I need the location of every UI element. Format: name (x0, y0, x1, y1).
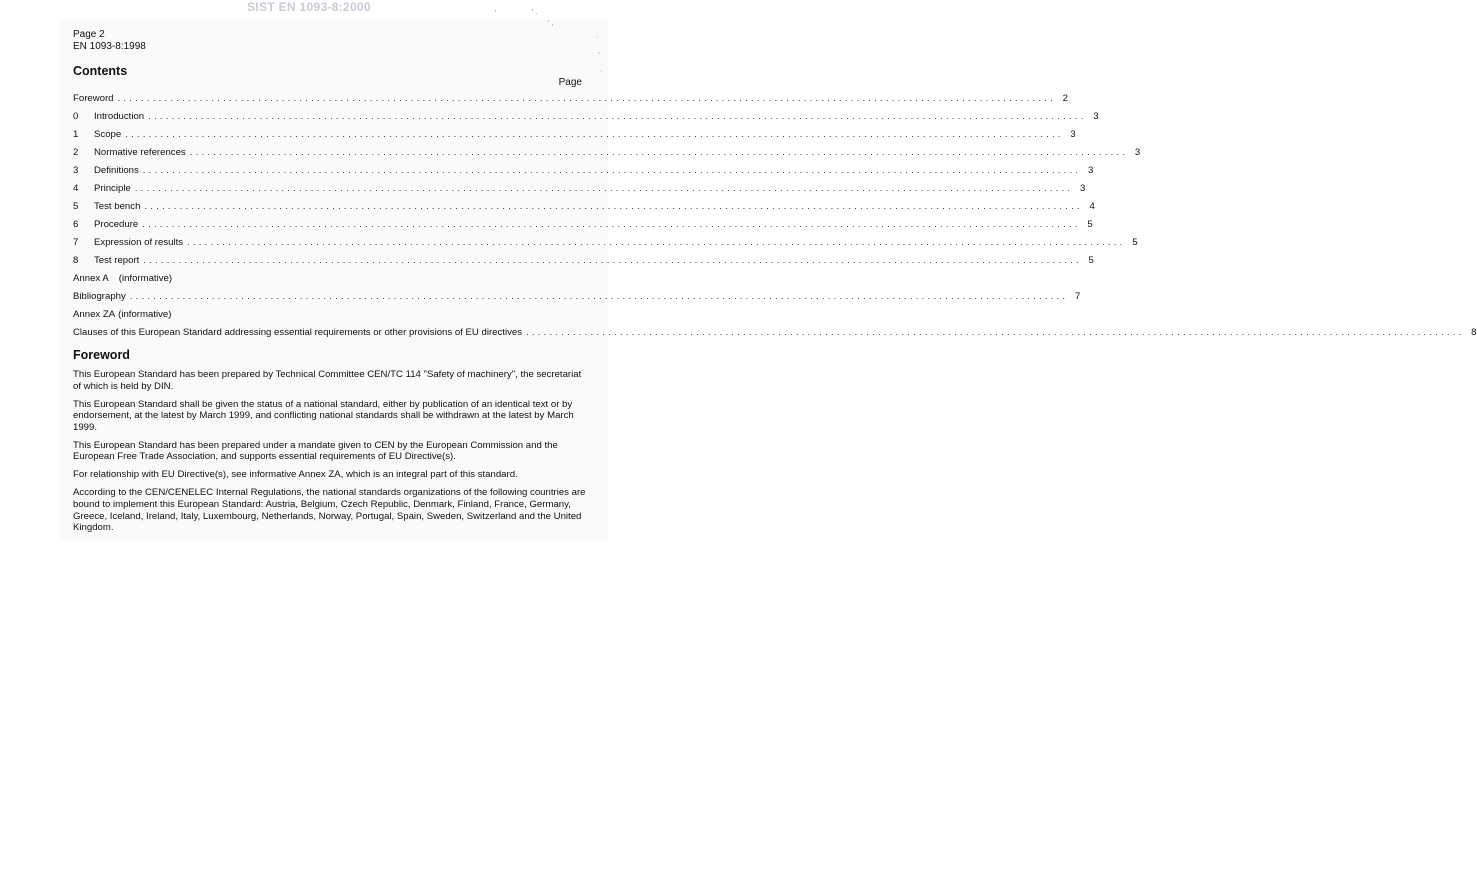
toc-leader-dots: ................................................................................................................................................................ (117, 93, 1057, 104)
toc-entry-page: 5 (1087, 219, 1093, 230)
toc-entry-introduction[interactable] (73, 110, 1099, 128)
scan-speck: , (598, 48, 600, 55)
toc-leader-dots: ................................................................................................................................................................ (142, 165, 1082, 176)
toc-entry-foreword[interactable] (73, 92, 1069, 110)
toc-entry-number: 1 (73, 129, 79, 140)
toc-entry-title: Normative references (94, 147, 186, 158)
toc-entry-title: Principle (94, 183, 131, 194)
toc-entry-page: 5 (1088, 255, 1094, 266)
page-number: Page 2 (73, 29, 105, 40)
toc-entry-title: Test report (94, 255, 140, 266)
toc-entry-annex-za[interactable] (73, 308, 583, 326)
toc-leader-dots: ................................................................................................................................................................ (526, 327, 1465, 338)
toc-entry-title: Procedure (94, 219, 139, 230)
page-header (73, 29, 146, 53)
toc-entry-procedure[interactable] (73, 218, 1093, 236)
toc-entry-principle[interactable] (73, 182, 1086, 200)
page-column-label: Page (558, 77, 582, 88)
watermark: SIST EN 1093-8:2000 (247, 0, 371, 14)
foreword-paragraph: This European Standard has been prepared under a mandate given to CEN by the European Commission and the European Free Trade Association, and supports essential requirements of EU Directive(s). (73, 439, 558, 463)
toc-entry-clauses[interactable] (73, 326, 1477, 344)
toc-entry-page: 2 (1062, 93, 1069, 104)
foreword-paragraph: For relationship with EU Directive(s), see informative Annex ZA, which is an integral part of this standard. (73, 469, 518, 481)
toc-annex-note: (informative) (118, 309, 172, 320)
foreword-paragraph: This European Standard has been prepared by Technical Committee CEN/TC 114 "Safety of machinery", the secretariat of which is held by DIN. (73, 369, 582, 392)
toc-entry-title: Bibliography (73, 291, 126, 302)
toc-entry-page: 7 (1074, 291, 1081, 302)
toc-entry-title: Definitions (94, 165, 139, 176)
toc-leader-dots: ................................................................................................................................................................ (125, 129, 1064, 140)
toc-entry-title: Test bench (94, 201, 141, 212)
toc-entry-page: 3 (1093, 111, 1099, 122)
toc-annex-label: Annex A (73, 273, 109, 284)
toc-entry-number: 3 (73, 165, 79, 176)
toc-entry-number: 0 (73, 111, 79, 122)
toc-entry-page: 3 (1134, 147, 1141, 158)
toc-leader-dots: ................................................................................................................................................................ (134, 183, 1074, 194)
scan-speck: ' (495, 10, 497, 17)
toc-entry-page: 3 (1079, 183, 1086, 194)
toc-entry-normative-references[interactable] (73, 146, 1141, 164)
scan-speck: · (600, 68, 603, 75)
toc-entry-page: 4 (1089, 201, 1095, 212)
toc-entry-number: 7 (73, 237, 79, 248)
toc-leader-dots: ................................................................................................................................................................ (143, 255, 1082, 266)
toc-entry-number: 5 (73, 201, 79, 212)
toc-entry-title: Introduction (94, 111, 145, 122)
scan-speck: · (596, 34, 599, 41)
foreword-heading: Foreword (73, 348, 130, 362)
toc-entry-page: 8 (1471, 327, 1477, 338)
toc-entry-title: Foreword (73, 93, 114, 104)
toc-entry-title: Scope (94, 129, 122, 140)
toc-leader-dots: ................................................................................................................................................................ (144, 201, 1083, 212)
toc-entry-test-report[interactable] (73, 254, 1094, 272)
toc-entry-bibliography[interactable] (73, 290, 1081, 308)
toc-leader-dots: ................................................................................................................................................................ (142, 219, 1081, 230)
table-of-contents (73, 92, 1477, 344)
toc-entry-page: 3 (1087, 165, 1094, 176)
toc-annex-label: Annex ZA (73, 309, 116, 320)
scan-speck: ' , (548, 20, 554, 27)
toc-entry-number: 8 (73, 255, 79, 266)
toc-entry-page: 5 (1132, 237, 1138, 248)
toc-leader-dots: ................................................................................................................................................................ (189, 147, 1129, 158)
toc-entry-title: Expression of results (94, 237, 184, 248)
toc-entry-annex-a[interactable] (73, 272, 583, 290)
foreword-paragraph: According to the CEN/CENELEC Internal Regulations, the national standards organizations of the following countries are bound to implement this European Standard: Austria, Belgium, Czech Republic, Denmark, Finland, France, Germany, Greece, Iceland, Ireland, Italy, Luxembourg, Netherlands, Norway, Portugal, Spain, Sweden, Switzerland and the United Kingdom. (73, 487, 586, 534)
toc-leader-dots: ................................................................................................................................................................ (187, 237, 1126, 248)
toc-leader-dots: ................................................................................................................................................................ (148, 111, 1087, 122)
toc-entry-number: 2 (73, 147, 79, 158)
toc-entry-test-bench[interactable] (73, 200, 1095, 218)
toc-entry-page: 3 (1070, 129, 1076, 140)
foreword-body (73, 369, 588, 540)
toc-leader-dots: ................................................................................................................................................................ (129, 291, 1069, 302)
standard-id: EN 1093-8:1998 (73, 41, 146, 52)
foreword-paragraph: This European Standard shall be given the status of a national standard, either by publication of an identical text or by endorsement, at the latest by March 1999, and conflicting national standards shall be withdrawn at the latest by March 1999. (73, 398, 574, 433)
toc-annex-note: (informative) (118, 273, 173, 284)
toc-entry-number: 6 (73, 219, 79, 230)
toc-entry-definitions[interactable] (73, 164, 1094, 182)
scan-speck: ' . (532, 9, 538, 16)
toc-entry-expression-of-results[interactable] (73, 236, 1138, 254)
toc-entry-title: Clauses of this European Standard addressing essential requirements or other provisions of EU directives (73, 327, 523, 338)
toc-entry-scope[interactable] (73, 128, 1076, 146)
contents-heading: Contents (73, 64, 128, 78)
toc-entry-number: 4 (73, 183, 79, 194)
